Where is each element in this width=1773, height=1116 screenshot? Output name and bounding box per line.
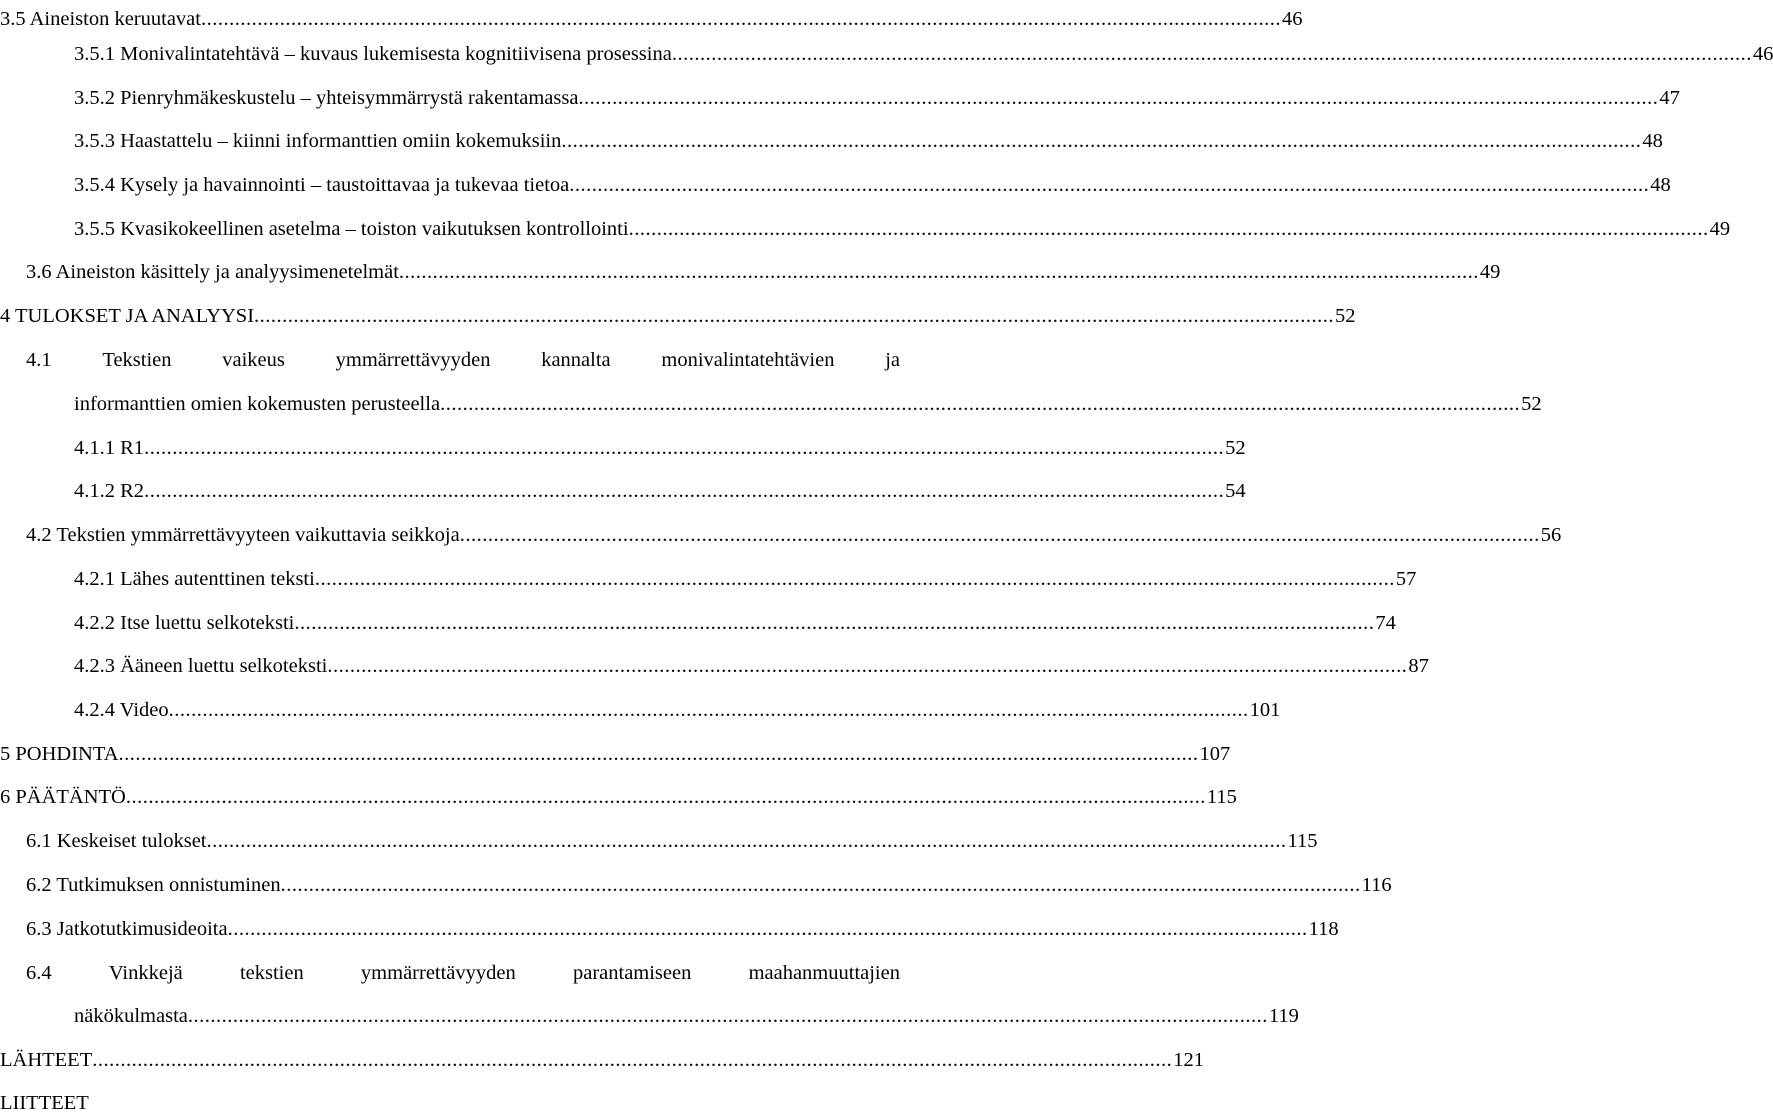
toc-entry-title: 3.5.1 Monivalintatehtävä – kuvaus lukemisesta kognitiivisena prosessina — [74, 43, 672, 65]
toc-entry-title: 3.5 Aineiston keruutavat — [0, 8, 201, 30]
toc-entry-title: 4.2.3 Ääneen luettu selkoteksti — [74, 655, 328, 677]
toc-entry-title: 3.5.4 Kysely ja havainnointi – taustoittavaa ja tukevaa tietoa — [74, 174, 570, 196]
toc-leader-dots: ................................................................................................................................................................................................ — [254, 305, 1335, 327]
toc-entry-title: LÄHTEET — [0, 1049, 93, 1071]
toc-entry-title: 6.3 Jatkotutkimusideoita — [26, 918, 228, 940]
toc-entry — [0, 784, 1237, 810]
toc-entry-title: 6.1 Keskeiset tulokset — [26, 830, 207, 852]
toc-entry — [0, 435, 1246, 461]
toc-word: Vinkkejä — [108, 962, 183, 984]
toc-entry — [0, 478, 1246, 504]
toc-word: 4.1 — [26, 349, 52, 371]
toc-leader-dots: ................................................................................................................................................................................................ — [187, 1005, 1268, 1027]
toc-entry-page: 47 — [1659, 87, 1680, 109]
toc-word: tekstien — [239, 962, 304, 984]
toc-leader-dots: ................................................................................................................................................................................................ — [398, 261, 1479, 283]
toc-word: ymmärrettävyyden — [335, 349, 491, 371]
toc-leader-dots: ................................................................................................................................................................................................ — [327, 655, 1408, 677]
toc-leader-dots: ................................................................................................................................................................................................ — [628, 218, 1709, 240]
toc-entry-page: 46 — [1752, 43, 1773, 65]
toc-entry-line2 — [0, 391, 1542, 417]
toc-entry-page: 115 — [1287, 830, 1318, 852]
toc-entry — [0, 610, 1396, 636]
toc-leader-dots: ................................................................................................................................................................................................ — [280, 874, 1361, 896]
toc-entry — [0, 6, 1303, 32]
toc-leader-dots: ................................................................................................................................................................................................ — [144, 480, 1225, 502]
toc-entry-title: 4.2 Tekstien ymmärrettävyyteen vaikuttavia seikkoja — [26, 524, 460, 546]
toc-entry-page: 87 — [1408, 655, 1429, 677]
toc-leader-dots: ................................................................................................................................................................................................ — [459, 524, 1540, 546]
toc-entry — [0, 216, 1731, 242]
toc-entry-title: 3.5.3 Haastattelu – kiinni informanttien omiin kokemuksiin — [74, 130, 562, 152]
toc-entry — [0, 566, 1417, 592]
toc-leader-dots: ................................................................................................................................................................................................ — [118, 743, 1199, 765]
toc-entry-title: 4.2.1 Lähes autenttinen teksti — [74, 568, 315, 590]
toc-word: kannalta — [541, 349, 611, 371]
toc-entry-title: 4.1.2 R2 — [74, 480, 145, 502]
toc-entry — [0, 741, 1231, 767]
toc-leader-dots: ................................................................................................................................................................................................ — [440, 393, 1521, 415]
toc-leader-dots: ................................................................................................................................................................................................ — [125, 786, 1206, 808]
toc-leader-dots: ................................................................................................................................................................................................ — [671, 43, 1752, 65]
toc-entry-page: 118 — [1308, 918, 1339, 940]
toc-entry-title: 3.5.5 Kvasikokeellinen asetelma – toiston vaikutuksen kontrollointi — [74, 218, 629, 240]
toc-entry — [0, 872, 1392, 898]
toc-word: parantamiseen — [572, 962, 692, 984]
toc-entry — [0, 697, 1281, 723]
toc-entry — [0, 522, 1562, 548]
toc-entry — [0, 128, 1663, 154]
toc-entry — [0, 653, 1429, 679]
toc-entry-page: 52 — [1335, 305, 1356, 327]
toc-entry — [0, 916, 1339, 942]
toc-entry-title: 3.5.2 Pienryhmäkeskustelu – yhteisymmärrystä rakentamassa — [74, 87, 579, 109]
toc-entry-line1 — [0, 347, 960, 373]
toc-word: Tekstien — [102, 349, 172, 371]
toc-entry-page: 101 — [1249, 699, 1281, 721]
toc-leader-dots: ................................................................................................................................................................................................ — [561, 130, 1642, 152]
toc-entry — [0, 1047, 1204, 1073]
toc-entry-title: 6.2 Tutkimuksen onnistuminen — [26, 874, 281, 896]
toc-entry-title: 4 TULOKSET JA ANALYYSI — [0, 305, 255, 327]
toc-leader-dots: ................................................................................................................................................................................................ — [92, 1049, 1173, 1071]
toc-entry-page: 48 — [1642, 130, 1663, 152]
toc-leader-dots: ................................................................................................................................................................................................ — [294, 612, 1375, 634]
toc-word: vaikeus — [222, 349, 285, 371]
toc-entry-title: LIITTEET — [0, 1092, 89, 1114]
toc-entry-page: 46 — [1281, 8, 1303, 30]
toc-entry — [0, 41, 1773, 67]
toc-entry-title: 3.6 Aineiston käsittely ja analyysimenetelmät — [26, 261, 399, 283]
toc-entry-title: 4.2.4 Video — [74, 699, 169, 721]
toc-entry-title: näkökulmasta — [74, 1005, 188, 1027]
toc-entry-page: 116 — [1361, 874, 1392, 896]
toc-leader-dots: ................................................................................................................................................................................................ — [168, 699, 1249, 721]
toc-entry-title: 6 PÄÄTÄNTÖ — [0, 786, 126, 808]
toc-word: maahanmuuttajien — [748, 962, 900, 984]
toc-entry-line1 — [0, 960, 960, 986]
toc-entry-title: 5 POHDINTA — [0, 743, 119, 765]
toc-entry-page: 115 — [1206, 786, 1237, 808]
toc-entry-title: 4.1.1 R1 — [74, 437, 145, 459]
toc-leader-dots: ................................................................................................................................................................................................ — [227, 918, 1308, 940]
toc-entry — [0, 259, 1501, 285]
toc-entry-page: 49 — [1709, 218, 1731, 240]
toc-leader-dots: ................................................................................................................................................................................................ — [200, 8, 1281, 30]
toc-leader-dots: ................................................................................................................................................................................................ — [144, 437, 1225, 459]
toc-entry — [0, 828, 1318, 854]
toc-entry-page: 52 — [1225, 437, 1246, 459]
toc-entry-page: 56 — [1540, 524, 1562, 546]
toc-word: ja — [885, 349, 900, 371]
toc-entry-line2 — [0, 1003, 1299, 1029]
toc-leader-dots: ................................................................................................................................................................................................ — [578, 87, 1659, 109]
toc-entry-page: 57 — [1395, 568, 1417, 590]
toc-entry-page: 121 — [1173, 1049, 1204, 1071]
toc-leader-dots: ................................................................................................................................................................................................ — [569, 174, 1650, 196]
toc-entry — [0, 1090, 960, 1116]
toc-entry-page: 48 — [1650, 174, 1671, 196]
toc-entry-page: 54 — [1225, 480, 1246, 502]
toc-entry-page: 49 — [1479, 261, 1501, 283]
toc-entry-title: informanttien omien kokemusten perusteella — [74, 393, 441, 415]
toc-entry — [0, 85, 1680, 111]
toc-leader-dots: ................................................................................................................................................................................................ — [314, 568, 1395, 590]
toc-entry-page: 74 — [1375, 612, 1396, 634]
toc-word: 6.4 — [26, 962, 52, 984]
toc-entry-page: 52 — [1521, 393, 1542, 415]
toc-entry-title: 4.2.2 Itse luettu selkoteksti — [74, 612, 295, 634]
toc-entry-page: 119 — [1268, 1005, 1299, 1027]
toc-word: ymmärrettävyyden — [360, 962, 516, 984]
toc-leader-dots: ................................................................................................................................................................................................ — [206, 830, 1287, 852]
toc-entry — [0, 172, 1671, 198]
toc-word: monivalintatehtävien — [661, 349, 835, 371]
toc-entry-page: 107 — [1199, 743, 1231, 765]
toc-entry — [0, 303, 1356, 329]
